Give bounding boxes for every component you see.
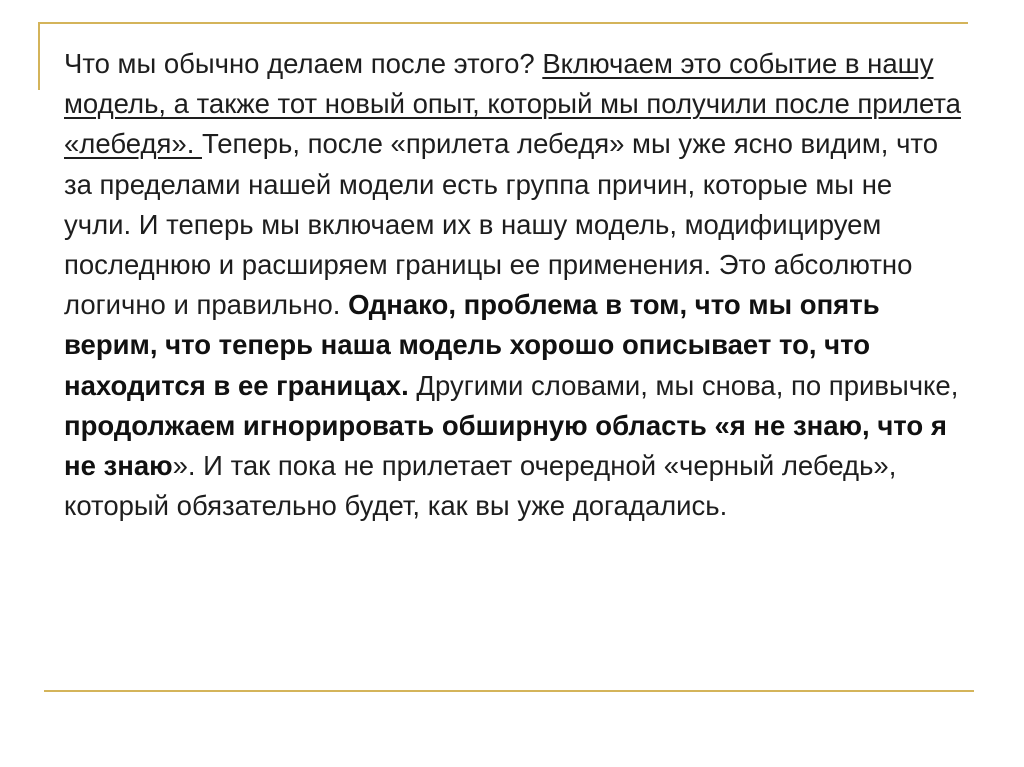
text-run-underlined: Включаем это событие в нашу модель, а также тот новый опыт, который мы получили после прилета «лебедя». xyxy=(64,48,961,160)
bottom-rule xyxy=(44,690,974,692)
text-run-bold-ignore: продолжаем игнорировать обширную область «я не знаю, что я не знаю xyxy=(64,409,947,482)
left-rule xyxy=(38,22,40,90)
text-run-bold-problem: Однако, проблема в том, что мы опять верим, что теперь наша модель хорошо описывает то, что находится в ее границах. xyxy=(64,289,880,401)
slide-body-text xyxy=(64,44,964,526)
top-rule xyxy=(38,22,968,24)
text-run-other-words: Другими словами, мы снова, по привычке, xyxy=(408,369,959,401)
text-run-ending: ». И так пока не прилетает очередной «черный лебедь», который обязательно будет, как вы уже догадались. xyxy=(64,450,897,522)
text-run-intro: Что мы обычно делаем после этого? xyxy=(64,48,543,79)
text-run-middle: Теперь, после «прилета лебедя» мы уже ясно видим, что за пределами нашей модели есть группа причин, которые мы не учли. И теперь мы включаем их в нашу модель, модифицируем последнюю и расширяем границы ее применения. Это абсолютно логично и правильно. xyxy=(64,128,938,321)
